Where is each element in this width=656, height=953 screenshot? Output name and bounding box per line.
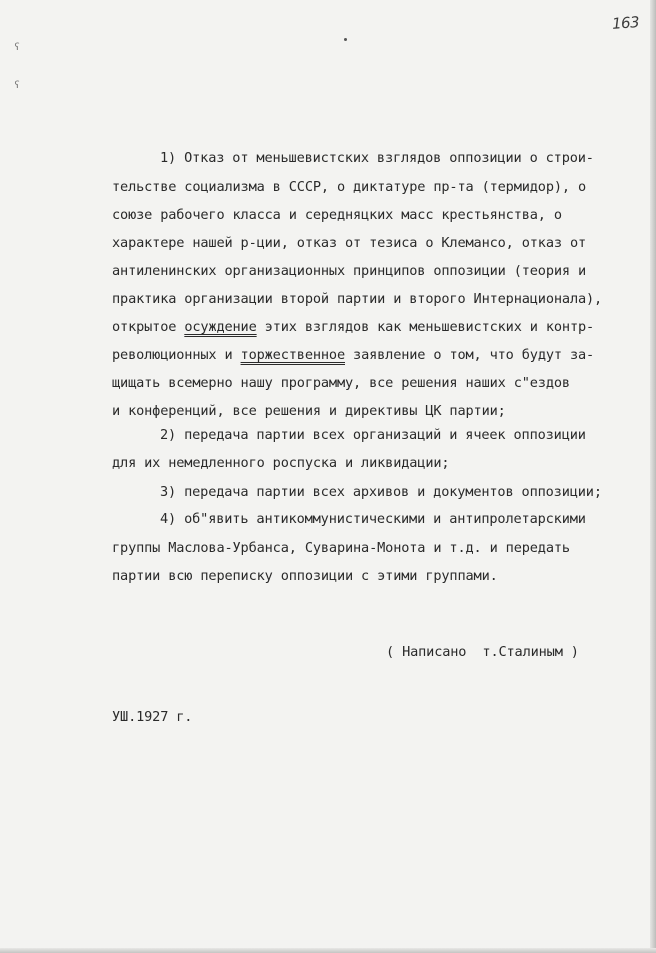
- text-line: [112, 349, 594, 363]
- underlined-word: торжественное: [240, 347, 345, 363]
- text-line: [112, 265, 586, 279]
- text-line: [160, 486, 602, 500]
- text-line: [160, 152, 594, 166]
- binder-hole-mark: ʕ: [14, 80, 21, 91]
- text-segment: 1) Отказ от меньшевистских взглядов оппозиции о строи-: [160, 150, 594, 166]
- page-edge-shadow: [650, 0, 656, 953]
- text-segment: революционных и: [112, 347, 241, 363]
- binder-hole-mark: ʕ: [14, 42, 21, 53]
- text-segment: характере нашей р-ции, отказ от тезиса о Клемансо, отказ от: [112, 235, 587, 251]
- text-segment: группы Маслова-Урбанса, Суварина-Монота и т.д. и передать: [112, 540, 570, 556]
- page-edge-shadow-bottom: [0, 948, 656, 953]
- text-segment: практика организации второй партии и второго Интернационала),: [112, 291, 603, 307]
- text-segment: 3) передача партии всех архивов и документов оппозиции;: [160, 484, 602, 500]
- text-line: [112, 405, 506, 419]
- ink-speck: [344, 38, 347, 41]
- text-segment: антиленинских организационных принципов оппозиции (теория и: [112, 263, 587, 279]
- text-segment: 4) об"явить антикоммунистическими и антипролетарскими: [160, 511, 586, 527]
- underlined-word: осуждение: [184, 319, 257, 335]
- text-segment: партии всю переписку оппозиции с этими группами.: [112, 568, 498, 584]
- document-date: УШ.1927 г.: [112, 709, 193, 725]
- text-segment: и конференций, все решения и директивы ЦК партии;: [112, 403, 506, 419]
- text-line: [112, 542, 570, 556]
- text-line: [112, 570, 498, 584]
- text-line: [112, 237, 586, 251]
- attribution: ( Написано т.Сталиным ): [386, 644, 579, 660]
- text-line: [112, 181, 586, 195]
- text-segment: тельстве социализма в СССР, о диктатуре пр-та (термидор), о: [112, 179, 587, 195]
- text-segment: 2) передача партии всех организаций и ячеек оппозиции: [160, 427, 586, 443]
- text-line: [160, 429, 586, 443]
- text-segment: этих взглядов как меньшевистских и контр-: [256, 319, 595, 335]
- text-line: [112, 457, 449, 471]
- text-line: [112, 377, 570, 391]
- text-segment: для их немедленного роспуска и ликвидации;: [112, 455, 450, 471]
- text-line: [112, 293, 602, 307]
- text-segment: союзе рабочего класса и середняцких масс крестьянства, о: [112, 207, 562, 223]
- text-segment: заявление о том, что будут за-: [345, 347, 595, 363]
- archive-page-number: 163: [611, 13, 640, 33]
- text-line: [112, 209, 562, 223]
- text-line: [160, 513, 586, 527]
- text-segment: щищать всемерно нашу программу, все решения наших с"ездов: [112, 375, 570, 391]
- text-line: [112, 321, 594, 335]
- text-segment: открытое: [112, 319, 185, 335]
